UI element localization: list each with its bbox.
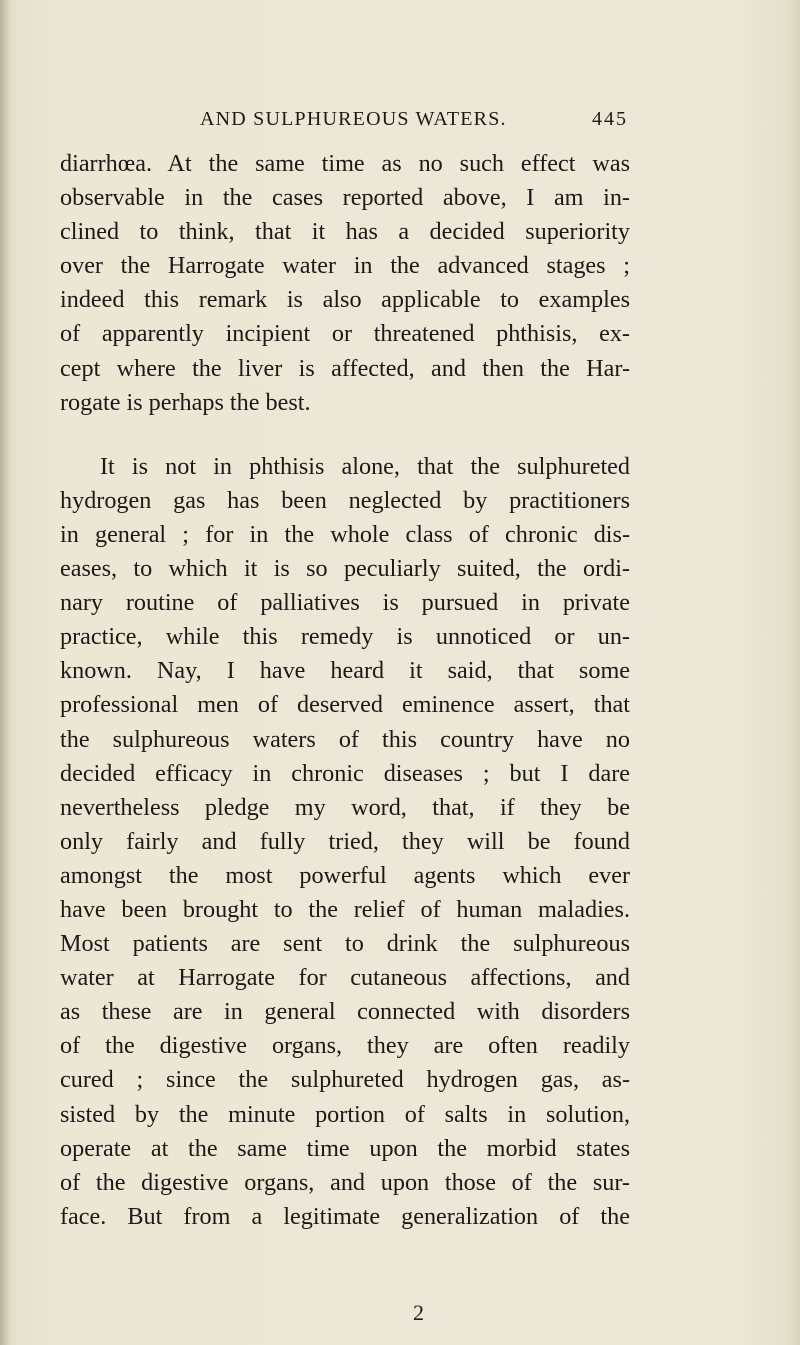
text-line: only fairly and fully tried, they will be found: [60, 827, 630, 855]
running-head: [200, 108, 628, 136]
page-binding-edge: [0, 0, 10, 1345]
text-line: in general ; for in the whole class of chronic dis-: [60, 520, 630, 548]
text-line: nary routine of palliatives is pursued in private: [60, 589, 630, 617]
text-line: water at Harrogate for cutaneous affections, and: [60, 964, 630, 992]
text-line: of the digestive organs, and upon those of the sur-: [60, 1168, 630, 1196]
signature-mark: 2: [413, 1300, 424, 1325]
text-line: operate at the same time upon the morbid states: [60, 1134, 630, 1162]
paragraph-gap: [60, 420, 630, 450]
text-line: practice, while this remedy is unnoticed or un-: [60, 623, 630, 651]
text-line: nevertheless pledge my word, that, if they be: [60, 793, 630, 821]
paragraph-1: [60, 147, 630, 420]
text-line: diarrhœa. At the same time as no such effect was: [60, 150, 630, 177]
paragraph-2: [60, 450, 630, 1234]
text-line: indeed this remark is also applicable to examples: [60, 286, 630, 314]
text-line: over the Harrogate water in the advanced stages ;: [60, 252, 630, 280]
text-line: face. But from a legitimate generalization of the: [60, 1202, 630, 1230]
text-line: professional men of deserved eminence assert, that: [60, 691, 630, 719]
text-line: rogate is perhaps the best.: [60, 388, 311, 416]
text-line: sisted by the minute portion of salts in solution,: [60, 1100, 630, 1128]
text-line: eases, to which it is so peculiarly suited, the ordi-: [60, 555, 630, 583]
text-line: cured ; since the sulphureted hydrogen gas, as-: [60, 1066, 630, 1094]
body-text: [60, 147, 630, 1234]
text-line: observable in the cases reported above, I am in-: [60, 184, 630, 212]
text-line: as these are in general connected with disorders: [60, 998, 630, 1026]
text-line: cept where the liver is affected, and then the Har-: [60, 354, 630, 382]
text-line: clined to think, that it has a decided superiority: [60, 218, 630, 246]
page-number: 445: [592, 108, 628, 130]
text-line: It is not in phthisis alone, that the sulphureted: [100, 452, 630, 480]
text-line: of the digestive organs, they are often readily: [60, 1032, 630, 1060]
text-line: decided efficacy in chronic diseases ; but I dare: [60, 759, 630, 787]
running-head-title: AND SULPHUREOUS WATERS.: [200, 108, 507, 130]
text-line: hydrogen gas has been neglected by practitioners: [60, 486, 630, 514]
text-line: known. Nay, I have heard it said, that some: [60, 657, 630, 685]
text-line: the sulphureous waters of this country have no: [60, 725, 630, 753]
text-line: Most patients are sent to drink the sulphureous: [60, 930, 630, 958]
text-line: of apparently incipient or threatened phthisis, ex-: [60, 320, 630, 348]
text-line: have been brought to the relief of human maladies.: [60, 895, 630, 923]
text-line: amongst the most powerful agents which ever: [60, 861, 630, 889]
